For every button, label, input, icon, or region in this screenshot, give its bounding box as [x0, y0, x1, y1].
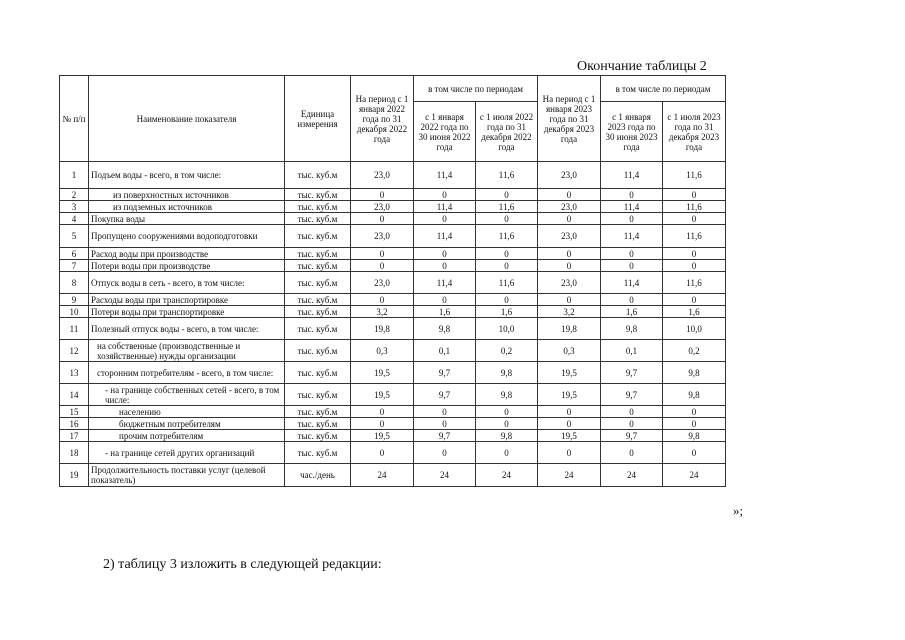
- row-value: 0: [476, 418, 538, 430]
- row-value: 0: [538, 294, 601, 306]
- row-value: 0: [414, 418, 476, 430]
- row-value: 0: [414, 294, 476, 306]
- row-value: 24: [601, 464, 663, 487]
- row-value: 0: [663, 406, 726, 418]
- row-unit: тыс. куб.м: [285, 162, 351, 189]
- row-unit: тыс. куб.м: [285, 406, 351, 418]
- row-value: 0: [476, 189, 538, 201]
- row-unit: тыс. куб.м: [285, 201, 351, 213]
- row-value: 10,0: [663, 318, 726, 340]
- row-value: 0: [663, 189, 726, 201]
- table-row: [60, 406, 726, 418]
- row-value: 23,0: [351, 162, 414, 189]
- row-value: 0: [601, 213, 663, 225]
- row-value: 19,8: [538, 318, 601, 340]
- row-value: 11,4: [601, 225, 663, 248]
- row-value: 9,8: [476, 384, 538, 406]
- row-value: 1,6: [663, 306, 726, 318]
- row-value: 0: [538, 442, 601, 464]
- table-row: [60, 260, 726, 272]
- header-h2-2023: с 1 июля 2023 года по 31 декабря 2023 года: [663, 102, 726, 162]
- row-value: 0: [601, 418, 663, 430]
- row-value: 11,6: [476, 272, 538, 294]
- row-value: 10,0: [476, 318, 538, 340]
- row-value: 0: [601, 442, 663, 464]
- row-value: 9,8: [601, 318, 663, 340]
- row-value: 3,2: [538, 306, 601, 318]
- table-row: [60, 362, 726, 384]
- water-balance-table: [59, 75, 726, 487]
- row-value: 0: [538, 406, 601, 418]
- row-unit: тыс. куб.м: [285, 272, 351, 294]
- row-value: 0: [351, 260, 414, 272]
- table-row: [60, 430, 726, 442]
- row-name: Покупка воды: [89, 213, 285, 225]
- row-number: 2: [60, 189, 89, 201]
- row-value: 9,8: [663, 362, 726, 384]
- row-value: 9,7: [414, 430, 476, 442]
- header-period-2022: На период с 1 января 2022 года по 31 декабря 2022 года: [351, 76, 414, 162]
- row-value: 0: [663, 418, 726, 430]
- row-unit: тыс. куб.м: [285, 318, 351, 340]
- row-value: 0: [476, 294, 538, 306]
- row-value: 0: [601, 406, 663, 418]
- row-value: 0,3: [351, 340, 414, 362]
- row-value: 23,0: [538, 272, 601, 294]
- header-sub-2023: в том числе по периодам: [601, 76, 726, 102]
- table-row: [60, 318, 726, 340]
- row-name: бюджетным потребителям: [89, 418, 285, 430]
- row-value: 0: [414, 248, 476, 260]
- row-value: 0: [351, 294, 414, 306]
- row-value: 24: [351, 464, 414, 487]
- row-value: 11,4: [414, 225, 476, 248]
- table-row: [60, 225, 726, 248]
- table-row: [60, 189, 726, 201]
- row-value: 1,6: [414, 306, 476, 318]
- row-unit: тыс. куб.м: [285, 225, 351, 248]
- row-value: 0: [663, 260, 726, 272]
- row-value: 11,6: [663, 225, 726, 248]
- row-value: 23,0: [538, 162, 601, 189]
- row-value: 0: [538, 248, 601, 260]
- row-value: 24: [538, 464, 601, 487]
- row-value: 0: [476, 442, 538, 464]
- row-name: прочим потребителям: [89, 430, 285, 442]
- row-number: 3: [60, 201, 89, 213]
- row-value: 0: [351, 189, 414, 201]
- row-value: 0: [414, 213, 476, 225]
- row-value: 0: [476, 260, 538, 272]
- row-unit: тыс. куб.м: [285, 442, 351, 464]
- row-value: 11,6: [476, 162, 538, 189]
- row-unit: тыс. куб.м: [285, 362, 351, 384]
- row-value: 0: [414, 260, 476, 272]
- row-number: 7: [60, 260, 89, 272]
- row-value: 0: [663, 442, 726, 464]
- table-row: [60, 213, 726, 225]
- table-row: [60, 418, 726, 430]
- row-value: 9,8: [414, 318, 476, 340]
- row-value: 9,7: [601, 430, 663, 442]
- row-value: 0: [351, 442, 414, 464]
- table-row: [60, 162, 726, 189]
- table-row: [60, 464, 726, 487]
- row-number: 16: [60, 418, 89, 430]
- row-value: 3,2: [351, 306, 414, 318]
- table-row: [60, 201, 726, 213]
- row-number: 6: [60, 248, 89, 260]
- row-unit: тыс. куб.м: [285, 306, 351, 318]
- row-name: Пропущено сооружениями водоподготовки: [89, 225, 285, 248]
- row-name: Потери воды при транспортировке: [89, 306, 285, 318]
- row-value: 0: [414, 406, 476, 418]
- row-value: 23,0: [351, 201, 414, 213]
- row-value: 0: [414, 189, 476, 201]
- row-value: 0: [476, 406, 538, 418]
- header-period-2023: На период с 1 января 2023 года по 31 декабря 2023 года: [538, 76, 601, 162]
- row-value: 24: [476, 464, 538, 487]
- row-number: 10: [60, 306, 89, 318]
- row-value: 9,7: [414, 362, 476, 384]
- row-name: из подземных источников: [89, 201, 285, 213]
- row-value: 0,1: [414, 340, 476, 362]
- row-name: на собственные (производственные и хозяйственные) нужды организации: [89, 340, 285, 362]
- header-sub-2022: в том числе по периодам: [414, 76, 538, 102]
- row-value: 19,5: [538, 384, 601, 406]
- row-value: 11,4: [414, 201, 476, 213]
- row-unit: тыс. куб.м: [285, 248, 351, 260]
- row-value: 1,6: [476, 306, 538, 318]
- table-caption: Окончание таблицы 2: [577, 59, 707, 74]
- row-name: из поверхностных источников: [89, 189, 285, 201]
- row-number: 4: [60, 213, 89, 225]
- row-name: Потери воды при производстве: [89, 260, 285, 272]
- row-unit: час./день: [285, 464, 351, 487]
- closing-quote: »;: [733, 503, 744, 518]
- row-value: 0,2: [476, 340, 538, 362]
- header-num: № п/п: [60, 76, 89, 162]
- row-value: 0,1: [601, 340, 663, 362]
- row-number: 12: [60, 340, 89, 362]
- table-row: [60, 248, 726, 260]
- header-h1-2023: с 1 января 2023 года по 30 июня 2023 года: [601, 102, 663, 162]
- row-value: 0: [663, 213, 726, 225]
- row-value: 9,8: [663, 384, 726, 406]
- row-name: Продолжительность поставки услуг (целевой показатель): [89, 464, 285, 487]
- table-row: [60, 272, 726, 294]
- row-value: 0: [538, 189, 601, 201]
- row-name: - на границе сетей других организаций: [89, 442, 285, 464]
- row-value: 19,5: [538, 430, 601, 442]
- row-name: Отпуск воды в сеть - всего, в том числе:: [89, 272, 285, 294]
- row-value: 11,6: [476, 225, 538, 248]
- table-row: [60, 384, 726, 406]
- row-value: 0: [538, 260, 601, 272]
- row-value: 0,2: [663, 340, 726, 362]
- row-unit: тыс. куб.м: [285, 294, 351, 306]
- row-value: 24: [663, 464, 726, 487]
- row-value: 11,6: [663, 272, 726, 294]
- row-unit: тыс. куб.м: [285, 384, 351, 406]
- row-value: 24: [414, 464, 476, 487]
- row-value: 9,8: [663, 430, 726, 442]
- row-name: сторонним потребителям - всего, в том числе:: [89, 362, 285, 384]
- row-number: 19: [60, 464, 89, 487]
- row-number: 14: [60, 384, 89, 406]
- row-value: 23,0: [351, 225, 414, 248]
- row-value: 0: [538, 418, 601, 430]
- row-name: Расход воды при производстве: [89, 248, 285, 260]
- row-value: 19,5: [351, 384, 414, 406]
- row-value: 0,3: [538, 340, 601, 362]
- row-unit: тыс. куб.м: [285, 260, 351, 272]
- header-unit: Единица измерения: [285, 76, 351, 162]
- row-value: 0: [351, 418, 414, 430]
- row-value: 0: [351, 406, 414, 418]
- row-value: 11,4: [414, 272, 476, 294]
- row-number: 17: [60, 430, 89, 442]
- row-number: 5: [60, 225, 89, 248]
- row-unit: тыс. куб.м: [285, 418, 351, 430]
- row-value: 0: [601, 294, 663, 306]
- row-value: 9,8: [476, 362, 538, 384]
- row-value: 11,4: [601, 162, 663, 189]
- row-unit: тыс. куб.м: [285, 189, 351, 201]
- row-number: 9: [60, 294, 89, 306]
- row-name: Подъем воды - всего, в том числе:: [89, 162, 285, 189]
- row-value: 11,6: [663, 201, 726, 213]
- row-value: 11,6: [663, 162, 726, 189]
- table-row: [60, 294, 726, 306]
- header-h1-2022: с 1 января 2022 года по 30 июня 2022 года: [414, 102, 476, 162]
- row-value: 23,0: [351, 272, 414, 294]
- row-value: 19,5: [538, 362, 601, 384]
- row-number: 11: [60, 318, 89, 340]
- row-name: Полезный отпуск воды - всего, в том числе:: [89, 318, 285, 340]
- row-value: 0: [601, 248, 663, 260]
- row-value: 1,6: [601, 306, 663, 318]
- table-row: [60, 340, 726, 362]
- row-name: Расходы воды при транспортировке: [89, 294, 285, 306]
- row-value: 0: [414, 442, 476, 464]
- row-unit: тыс. куб.м: [285, 213, 351, 225]
- row-name: населению: [89, 406, 285, 418]
- paragraph-text: 2) таблицу 3 изложить в следующей редакции:: [103, 557, 382, 572]
- row-value: 9,7: [414, 384, 476, 406]
- row-name: - на границе собственных сетей - всего, в том числе:: [89, 384, 285, 406]
- row-value: 19,8: [351, 318, 414, 340]
- row-unit: тыс. куб.м: [285, 430, 351, 442]
- table-row: [60, 306, 726, 318]
- row-value: 0: [601, 189, 663, 201]
- row-unit: тыс. куб.м: [285, 340, 351, 362]
- row-value: 11,6: [476, 201, 538, 213]
- row-value: 19,5: [351, 430, 414, 442]
- row-value: 11,4: [414, 162, 476, 189]
- row-value: 23,0: [538, 225, 601, 248]
- row-value: 0: [663, 248, 726, 260]
- row-value: 11,4: [601, 201, 663, 213]
- row-value: 0: [538, 213, 601, 225]
- row-value: 0: [351, 248, 414, 260]
- row-number: 18: [60, 442, 89, 464]
- row-number: 8: [60, 272, 89, 294]
- row-value: 9,8: [476, 430, 538, 442]
- row-value: 9,7: [601, 362, 663, 384]
- row-value: 0: [663, 294, 726, 306]
- row-value: 0: [476, 213, 538, 225]
- row-value: 9,7: [601, 384, 663, 406]
- row-value: 0: [351, 213, 414, 225]
- header-h2-2022: с 1 июля 2022 года по 31 декабря 2022 года: [476, 102, 538, 162]
- row-value: 11,4: [601, 272, 663, 294]
- row-number: 15: [60, 406, 89, 418]
- row-value: 23,0: [538, 201, 601, 213]
- header-name: Наименование показателя: [89, 76, 285, 162]
- row-value: 19,5: [351, 362, 414, 384]
- row-value: 0: [476, 248, 538, 260]
- row-value: 0: [601, 260, 663, 272]
- row-number: 13: [60, 362, 89, 384]
- table-row: [60, 442, 726, 464]
- row-number: 1: [60, 162, 89, 189]
